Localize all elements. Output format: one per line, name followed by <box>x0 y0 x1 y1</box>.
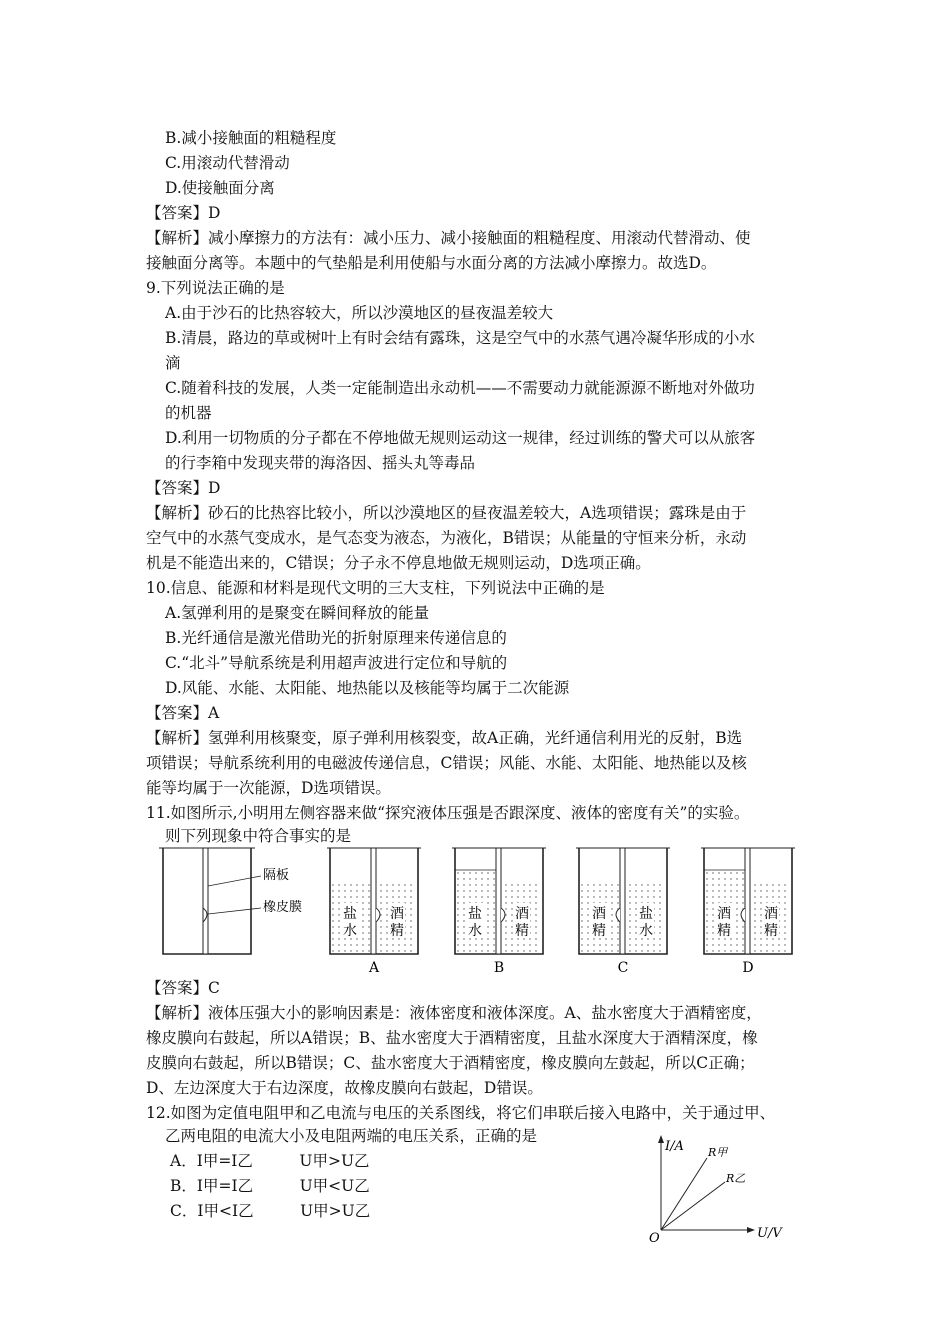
q9-option-b-line-1: B.清晨，路边的草或树叶上有时会结有露珠，这是空气中的水蒸气遇冷凝华形成的小水 <box>165 329 755 347</box>
answer-value: D <box>208 479 221 497</box>
q10-analysis-line-2: 项错误；导航系统利用的电磁波传递信息，C错误；风能、水能、太阳能、地热能以及核 <box>146 754 747 772</box>
alcohol-label-1: 酒 <box>390 906 404 922</box>
q10-option-b: B.光纤通信是激光借助光的折射原理来传递信息的 <box>165 629 507 647</box>
analysis-text: 砂石的比热容比较小，所以沙漠地区的昼夜温差较大，A选项错误；露珠是由于 <box>208 504 747 522</box>
q11-container-figure <box>155 846 795 976</box>
q12-option-b: B．I甲=I乙 U甲<U乙 <box>170 1177 370 1195</box>
q9-analysis-line-2: 空气中的水蒸气变成水，是气态变为液态，为液化，B错误；从能量的守恒来分析，永动 <box>146 529 747 547</box>
salt-water-label-2: 水 <box>468 923 482 939</box>
alcohol-label-2: 精 <box>717 923 731 939</box>
q12-stem-line-1: 12.如图为定值电阻甲和乙电流与电压的关系图线，将它们串联后接入电路中，关于通过甲、 <box>146 1104 776 1122</box>
q9-answer <box>146 477 220 499</box>
salt-water-label-1: 盐 <box>343 906 357 922</box>
answer-label: 【答案】 <box>146 704 209 722</box>
x-axis-arrow-icon <box>747 1227 755 1233</box>
salt-water-label-2: 水 <box>343 923 357 939</box>
q10-option-a: A.氢弹利用的是聚变在瞬间释放的能量 <box>165 604 430 622</box>
alcohol-label-1: 酒 <box>515 906 529 922</box>
q11-analysis-line-2: 橡皮膜向右鼓起，所以A错误；B、盐水密度大于酒精密度，且盐水深度大于酒精深度，橡 <box>146 1029 758 1047</box>
alcohol-label-2: 精 <box>390 923 404 939</box>
q9-option-c-line-1: C.随着科技的发展，人类一定能制造出永动机——不需要动力就能源源不断地对外做功 <box>165 379 755 397</box>
analysis-label: 【解析】 <box>146 1004 209 1022</box>
alcohol-label-2: 精 <box>764 923 778 939</box>
beaker-a <box>327 848 421 976</box>
answer-value: A <box>208 704 220 722</box>
line-r-yi <box>661 1182 725 1230</box>
q9-option-d-line-2: 的行李箱中发现夹带的海洛因、摇头丸等毒品 <box>165 454 476 472</box>
q9-analysis-line-3: 机是不能造出来的，C错误；分子永不停息地做无规则运动，D选项正确。 <box>146 554 651 572</box>
r-jia-label: R甲 <box>708 1146 728 1159</box>
q8-option-d: D.使接触面分离 <box>165 179 275 197</box>
caption-a: A <box>368 960 380 976</box>
q12-option-c: C．I甲<I乙 U甲>U乙 <box>170 1202 371 1220</box>
q11-answer <box>146 977 220 999</box>
q11-analysis-line-4: D、左边深度大于右边深度，故橡皮膜向右鼓起，D错误。 <box>146 1079 543 1097</box>
caption-b: B <box>493 960 505 976</box>
analysis-text: 减小摩擦力的方法有：减小压力、减小接触面的粗糙程度、用滚动代替滑动、使 <box>208 229 751 247</box>
q9-analysis-line-1 <box>146 502 746 524</box>
q10-option-d: D.风能、水能、太阳能、地热能以及核能等均属于二次能源 <box>165 679 570 697</box>
q9-option-d-line-1: D.利用一切物质的分子都在不停地做无规则运动这一规律，经过训练的警犬可以从旅客 <box>165 429 756 447</box>
beaker-c <box>576 848 670 976</box>
membrane-label: 橡皮膜 <box>263 900 303 915</box>
alcohol-label-1: 酒 <box>717 906 731 922</box>
analysis-text: 液体压强大小的影响因素是：液体密度和液体深度。A、盐水密度大于酒精密度， <box>208 1004 762 1022</box>
origin-label: O <box>649 1231 660 1245</box>
y-axis-arrow-icon <box>658 1135 664 1143</box>
answer-label: 【答案】 <box>146 479 209 497</box>
analysis-label: 【解析】 <box>146 504 209 522</box>
salt-water-label-1: 盐 <box>639 906 653 922</box>
q9-option-a: A.由于沙石的比热容较大，所以沙漠地区的昼夜温差较大 <box>165 304 554 322</box>
answer-value: C <box>208 979 220 997</box>
q10-answer <box>146 702 219 724</box>
beaker-d <box>701 848 795 976</box>
analysis-label: 【解析】 <box>146 229 209 247</box>
q8-analysis-line-2: 接触面分离等。本题中的气垫船是利用使船与水面分离的方法减小摩擦力。故选D。 <box>146 254 717 272</box>
analysis-text: 氢弹利用核聚变，原子弹利用核裂变，故A正确，光纤通信利用光的反射，B选 <box>208 729 743 747</box>
q12-stem-line-2: 乙两电阻的电流大小及电阻两端的电压关系，正确的是 <box>165 1127 538 1145</box>
line-r-jia <box>661 1158 707 1230</box>
alcohol-label-1: 酒 <box>592 906 606 922</box>
q12-iu-graph <box>645 1130 805 1245</box>
q9-stem: 9.下列说法正确的是 <box>146 279 285 297</box>
r-yi-label: R乙 <box>726 1172 746 1185</box>
q9-option-b-line-2: 滴 <box>165 354 181 372</box>
answer-label: 【答案】 <box>146 979 209 997</box>
caption-d: D <box>742 960 754 976</box>
q8-analysis-line-1 <box>146 227 751 249</box>
salt-water-label-1: 盐 <box>468 906 482 922</box>
alcohol-label-1: 酒 <box>764 906 778 922</box>
q11-analysis-line-1 <box>146 1002 762 1024</box>
alcohol-label-2: 精 <box>515 923 529 939</box>
salt-water-label-2: 水 <box>639 923 653 939</box>
q11-stem-line-1: 11.如图所示,小明用左侧容器来做“探究液体压强是否跟深度、液体的密度有关”的实验。 <box>146 804 750 822</box>
q9-option-c-line-2: 的机器 <box>165 404 212 422</box>
q10-analysis-line-1 <box>146 727 742 749</box>
alcohol-label-2: 精 <box>592 923 606 939</box>
q12-option-a: A．I甲=I乙 U甲>U乙 <box>170 1152 370 1170</box>
answer-label: 【答案】 <box>146 204 209 222</box>
reference-container <box>159 848 302 954</box>
beaker-b <box>452 848 546 976</box>
y-axis-label: I/A <box>665 1139 684 1154</box>
answer-value: D <box>208 204 221 222</box>
q10-option-c: C.“北斗”导航系统是利用超声波进行定位和导航的 <box>165 654 508 672</box>
q11-analysis-line-3: 皮膜向右鼓起，所以B错误；C、盐水密度大于酒精密度，橡皮膜向左鼓起，所以C正确； <box>146 1054 755 1072</box>
partition-label: 隔板 <box>263 868 290 883</box>
q8-option-c: C.用滚动代替滑动 <box>165 154 290 172</box>
caption-c: C <box>617 960 629 976</box>
x-axis-label: U/V <box>757 1226 782 1241</box>
q10-analysis-line-3: 能等均属于一次能源，D选项错误。 <box>146 779 391 797</box>
q11-stem-line-2: 则下列现象中符合事实的是 <box>165 827 352 845</box>
q8-option-b: B.减小接触面的粗糙程度 <box>165 129 337 147</box>
analysis-label: 【解析】 <box>146 729 209 747</box>
q8-answer <box>146 202 220 224</box>
q10-stem: 10.信息、能源和材料是现代文明的三大支柱，下列说法中正确的是 <box>146 579 605 597</box>
